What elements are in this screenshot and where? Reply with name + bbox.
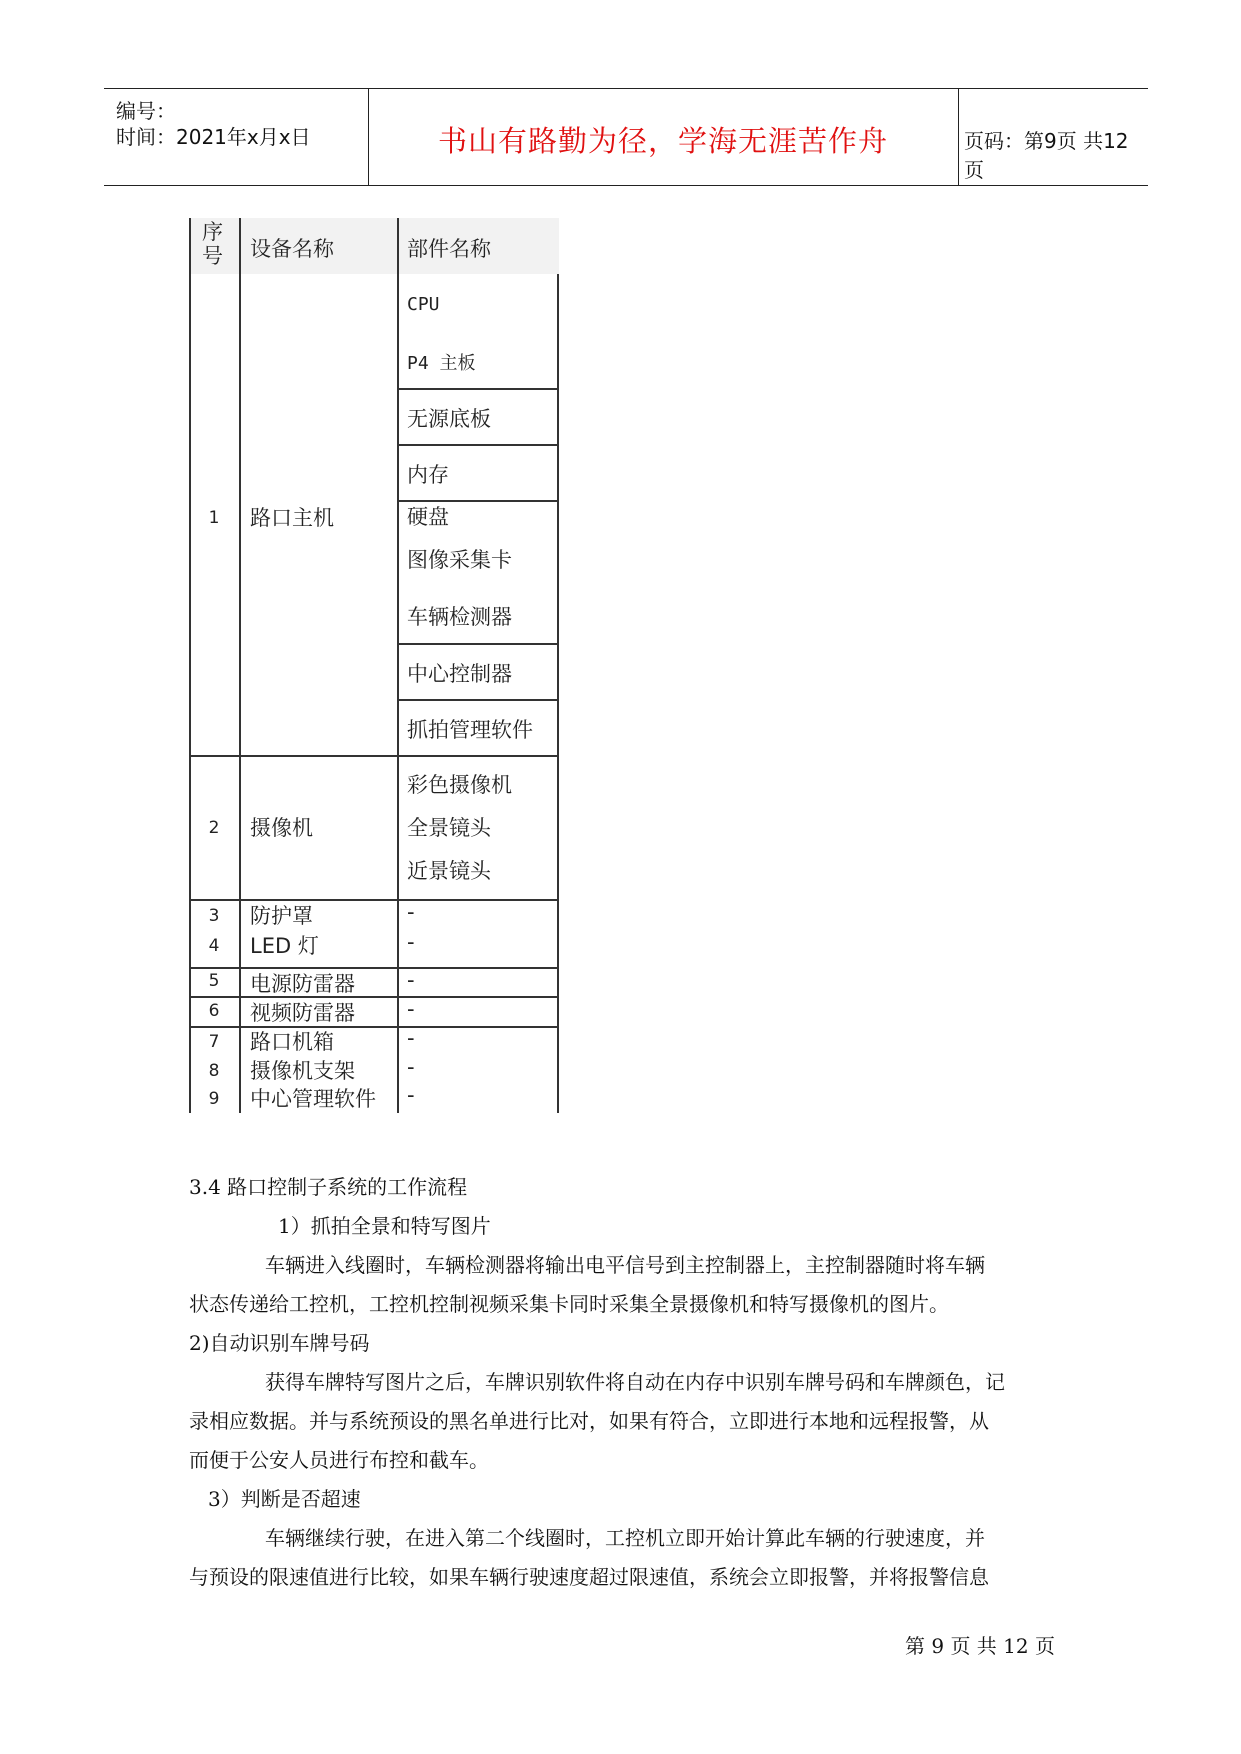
row-device: 路口主机 <box>250 506 334 530</box>
row-device: 摄像机 <box>250 816 313 840</box>
row-part: 中心控制器 <box>407 662 512 686</box>
row-device: 路口机箱 <box>250 1030 334 1054</box>
row-part: 硬盘 <box>407 505 449 529</box>
row-device: 防护罩 <box>250 904 313 928</box>
header-page-number: 页码：第9页 共12页 <box>964 129 1129 182</box>
row-part: 全景镜头 <box>407 816 491 840</box>
row-seq: 6 <box>208 1001 220 1021</box>
row-seq: 9 <box>208 1089 220 1109</box>
row-part: CPU <box>407 294 440 315</box>
row-seq: 8 <box>208 1061 220 1081</box>
row-part: 近景镜头 <box>407 859 491 883</box>
row-device: 电源防雷器 <box>250 972 355 996</box>
row-seq: 7 <box>208 1032 220 1052</box>
paragraph-line: 与预设的限速值进行比较，如果车辆行驶速度超过限速值，系统会立即报警，并将报警信息 <box>189 1565 989 1589</box>
table-header-background <box>189 218 559 274</box>
col-header-seq: 序号 <box>202 220 223 268</box>
row-part: - <box>407 968 415 992</box>
col-header-device: 设备名称 <box>250 237 334 261</box>
row-part: - <box>407 1026 415 1050</box>
header-divider <box>958 89 959 185</box>
footer-page-number: 第 9 页 共 12 页 <box>905 1634 1055 1658</box>
row-device: LED 灯 <box>250 934 319 958</box>
row-part: 图像采集卡 <box>407 548 512 572</box>
page-header <box>104 88 1148 186</box>
section-title: 3.4 路口控制子系统的工作流程 <box>189 1175 468 1199</box>
row-device: 摄像机支架 <box>250 1059 355 1083</box>
header-motto: 书山有路勤为径，学海无涯苦作舟 <box>437 124 888 158</box>
row-part: 抓拍管理软件 <box>407 718 533 742</box>
row-seq: 4 <box>208 936 220 956</box>
row-seq: 3 <box>208 906 220 926</box>
row-part: 车辆检测器 <box>407 605 512 629</box>
row-part: 彩色摄像机 <box>407 773 512 797</box>
row-part: - <box>407 997 415 1021</box>
subsection-title: 2)自动识别车牌号码 <box>189 1331 370 1355</box>
document-number-label: 编号： <box>116 99 176 123</box>
paragraph-line: 车辆进入线圈时，车辆检测器将输出电平信号到主控制器上，主控制器随时将车辆 <box>265 1253 985 1277</box>
document-time-label: 时间：2021年x月x日 <box>116 125 311 149</box>
row-seq: 1 <box>208 508 220 528</box>
row-part: - <box>407 1083 415 1107</box>
subsection-title: 3）判断是否超速 <box>208 1487 361 1511</box>
row-part: 无源底板 <box>407 407 491 431</box>
subsection-title: 1）抓拍全景和特写图片 <box>278 1214 491 1238</box>
paragraph-line: 状态传递给工控机，工控机控制视频采集卡同时采集全景摄像机和特写摄像机的图片。 <box>189 1292 949 1316</box>
row-seq: 5 <box>208 971 220 991</box>
paragraph-line: 获得车牌特写图片之后，车牌识别软件将自动在内存中识别车牌号码和车牌颜色，记 <box>265 1370 1005 1394</box>
row-device: 视频防雷器 <box>250 1001 355 1025</box>
row-part: P4 主板 <box>407 353 476 374</box>
paragraph-line: 车辆继续行驶，在进入第二个线圈时，工控机立即开始计算此车辆的行驶速度，并 <box>265 1526 985 1550</box>
equipment-table <box>189 218 559 1113</box>
row-part: - <box>407 1055 415 1079</box>
row-device: 中心管理软件 <box>250 1087 376 1111</box>
row-seq: 2 <box>208 818 220 838</box>
row-part: - <box>407 930 415 954</box>
paragraph-line: 而便于公安人员进行布控和截车。 <box>189 1448 489 1472</box>
row-part: - <box>407 900 415 924</box>
paragraph-line: 录相应数据。并与系统预设的黑名单进行比对，如果有符合，立即进行本地和远程报警，从 <box>189 1409 989 1433</box>
row-part: 内存 <box>407 463 449 487</box>
col-header-part: 部件名称 <box>407 237 491 261</box>
